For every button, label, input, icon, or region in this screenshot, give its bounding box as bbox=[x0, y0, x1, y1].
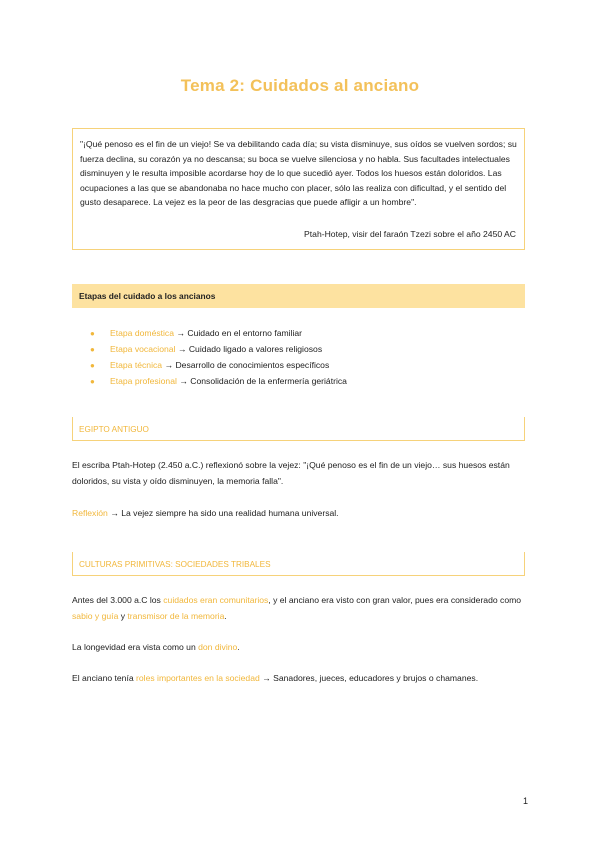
highlight-wise-guide: sabio y guía bbox=[72, 611, 119, 622]
reflection-line bbox=[72, 505, 532, 521]
primitive-paragraph-2 bbox=[72, 639, 532, 655]
arrow-icon: → bbox=[179, 376, 188, 386]
stage-description: Cuidado ligado a valores religiosos bbox=[188, 344, 323, 354]
list-item bbox=[90, 357, 347, 373]
bullet-icon: ● bbox=[90, 377, 95, 386]
text-run: y bbox=[118, 611, 128, 622]
stage-term: Etapa técnica bbox=[110, 360, 163, 370]
primitive-paragraph-3 bbox=[72, 670, 532, 686]
stages-list bbox=[90, 325, 347, 389]
reflection-text: La vejez siempre ha sido una realidad humana universal. bbox=[121, 508, 339, 518]
text-run: El anciano tenía bbox=[72, 673, 137, 683]
list-item bbox=[90, 373, 347, 389]
list-item bbox=[90, 325, 347, 341]
stage-description: Consolidación de la enfermería geriátrica bbox=[190, 376, 347, 386]
quote-attribution: Ptah-Hotep, visir del faraón Tzezi sobre el año 2450 AC bbox=[304, 229, 516, 240]
primitive-paragraph-1 bbox=[72, 592, 532, 625]
section-heading-stages: Etapas del cuidado a los ancianos bbox=[72, 284, 525, 308]
text-run: La longevidad era vista como un bbox=[72, 642, 199, 652]
text-run: . bbox=[237, 642, 240, 652]
reflection-label: Reflexión bbox=[72, 508, 108, 518]
highlight-divine-gift: don divino bbox=[198, 642, 238, 652]
quote-box bbox=[72, 128, 525, 250]
page-number: 1 bbox=[522, 796, 528, 806]
highlight-memory-transmitter: transmisor de la memoria bbox=[127, 611, 225, 622]
section-heading-egypt: EGIPTO ANTIGUO bbox=[72, 417, 525, 441]
stage-term: Etapa doméstica bbox=[110, 328, 175, 338]
document-title: Tema 2: Cuidados al anciano bbox=[180, 76, 420, 95]
arrow-icon: → bbox=[177, 344, 187, 354]
bullet-icon: ● bbox=[90, 345, 95, 354]
section-heading-primitive: CULTURAS PRIMITIVAS: SOCIEDADES TRIBALES bbox=[72, 552, 525, 576]
arrow-icon: → bbox=[164, 360, 174, 370]
stage-term: Etapa profesional bbox=[110, 376, 177, 386]
bullet-icon: ● bbox=[90, 361, 95, 370]
bullet-icon: ● bbox=[90, 329, 95, 338]
stage-description: Cuidado en el entorno familiar bbox=[187, 328, 303, 338]
text-run: . bbox=[224, 611, 227, 622]
arrow-icon: → bbox=[176, 328, 185, 338]
text-run: → Sanadores, jueces, educadores y brujos o chamanes. bbox=[259, 673, 479, 683]
arrow-icon: → bbox=[110, 508, 119, 518]
list-item bbox=[90, 341, 347, 357]
quote-text: "¡Qué penoso es el fin de un viejo! Se va debilitando cada día; su vista disminuye, sus oídos se vuelven sordos; su fuerza declina, su corazón ya no descansa; su boca se vuelve silenciosa y no habla. Sus facultades intelectuales disminuyen y le resulta imposible acordarse hoy de lo que sucedió ayer. Todos los huesos están doloridos. Las ocupaciones a las que se abandonaba no hace mucho con placer, sólo las realiza con dificultad, y el sentido del gusto desaparece. La vejez es la peor de las desgracias que puede afligir a un hombre". bbox=[80, 139, 517, 208]
text-run: , y el anciano era visto con gran valor, pues era considerado como bbox=[268, 595, 522, 605]
stage-term: Etapa vocacional bbox=[110, 344, 176, 354]
text-run: Antes del 3.000 a.C los bbox=[72, 595, 164, 605]
highlight-social-roles: roles importantes en la sociedad bbox=[136, 673, 260, 683]
egypt-paragraph: El escriba Ptah-Hotep (2.450 a.C.) reflexionó sobre la vejez: "¡Qué penoso es el fin de un viejo… sus huesos están doloridos, su vista y oído disminuyen, la memoria falla". bbox=[72, 460, 510, 487]
stage-description: Desarrollo de conocimientos específicos bbox=[175, 360, 330, 370]
highlight-communal-care: cuidados eran comunitarios bbox=[163, 595, 269, 605]
